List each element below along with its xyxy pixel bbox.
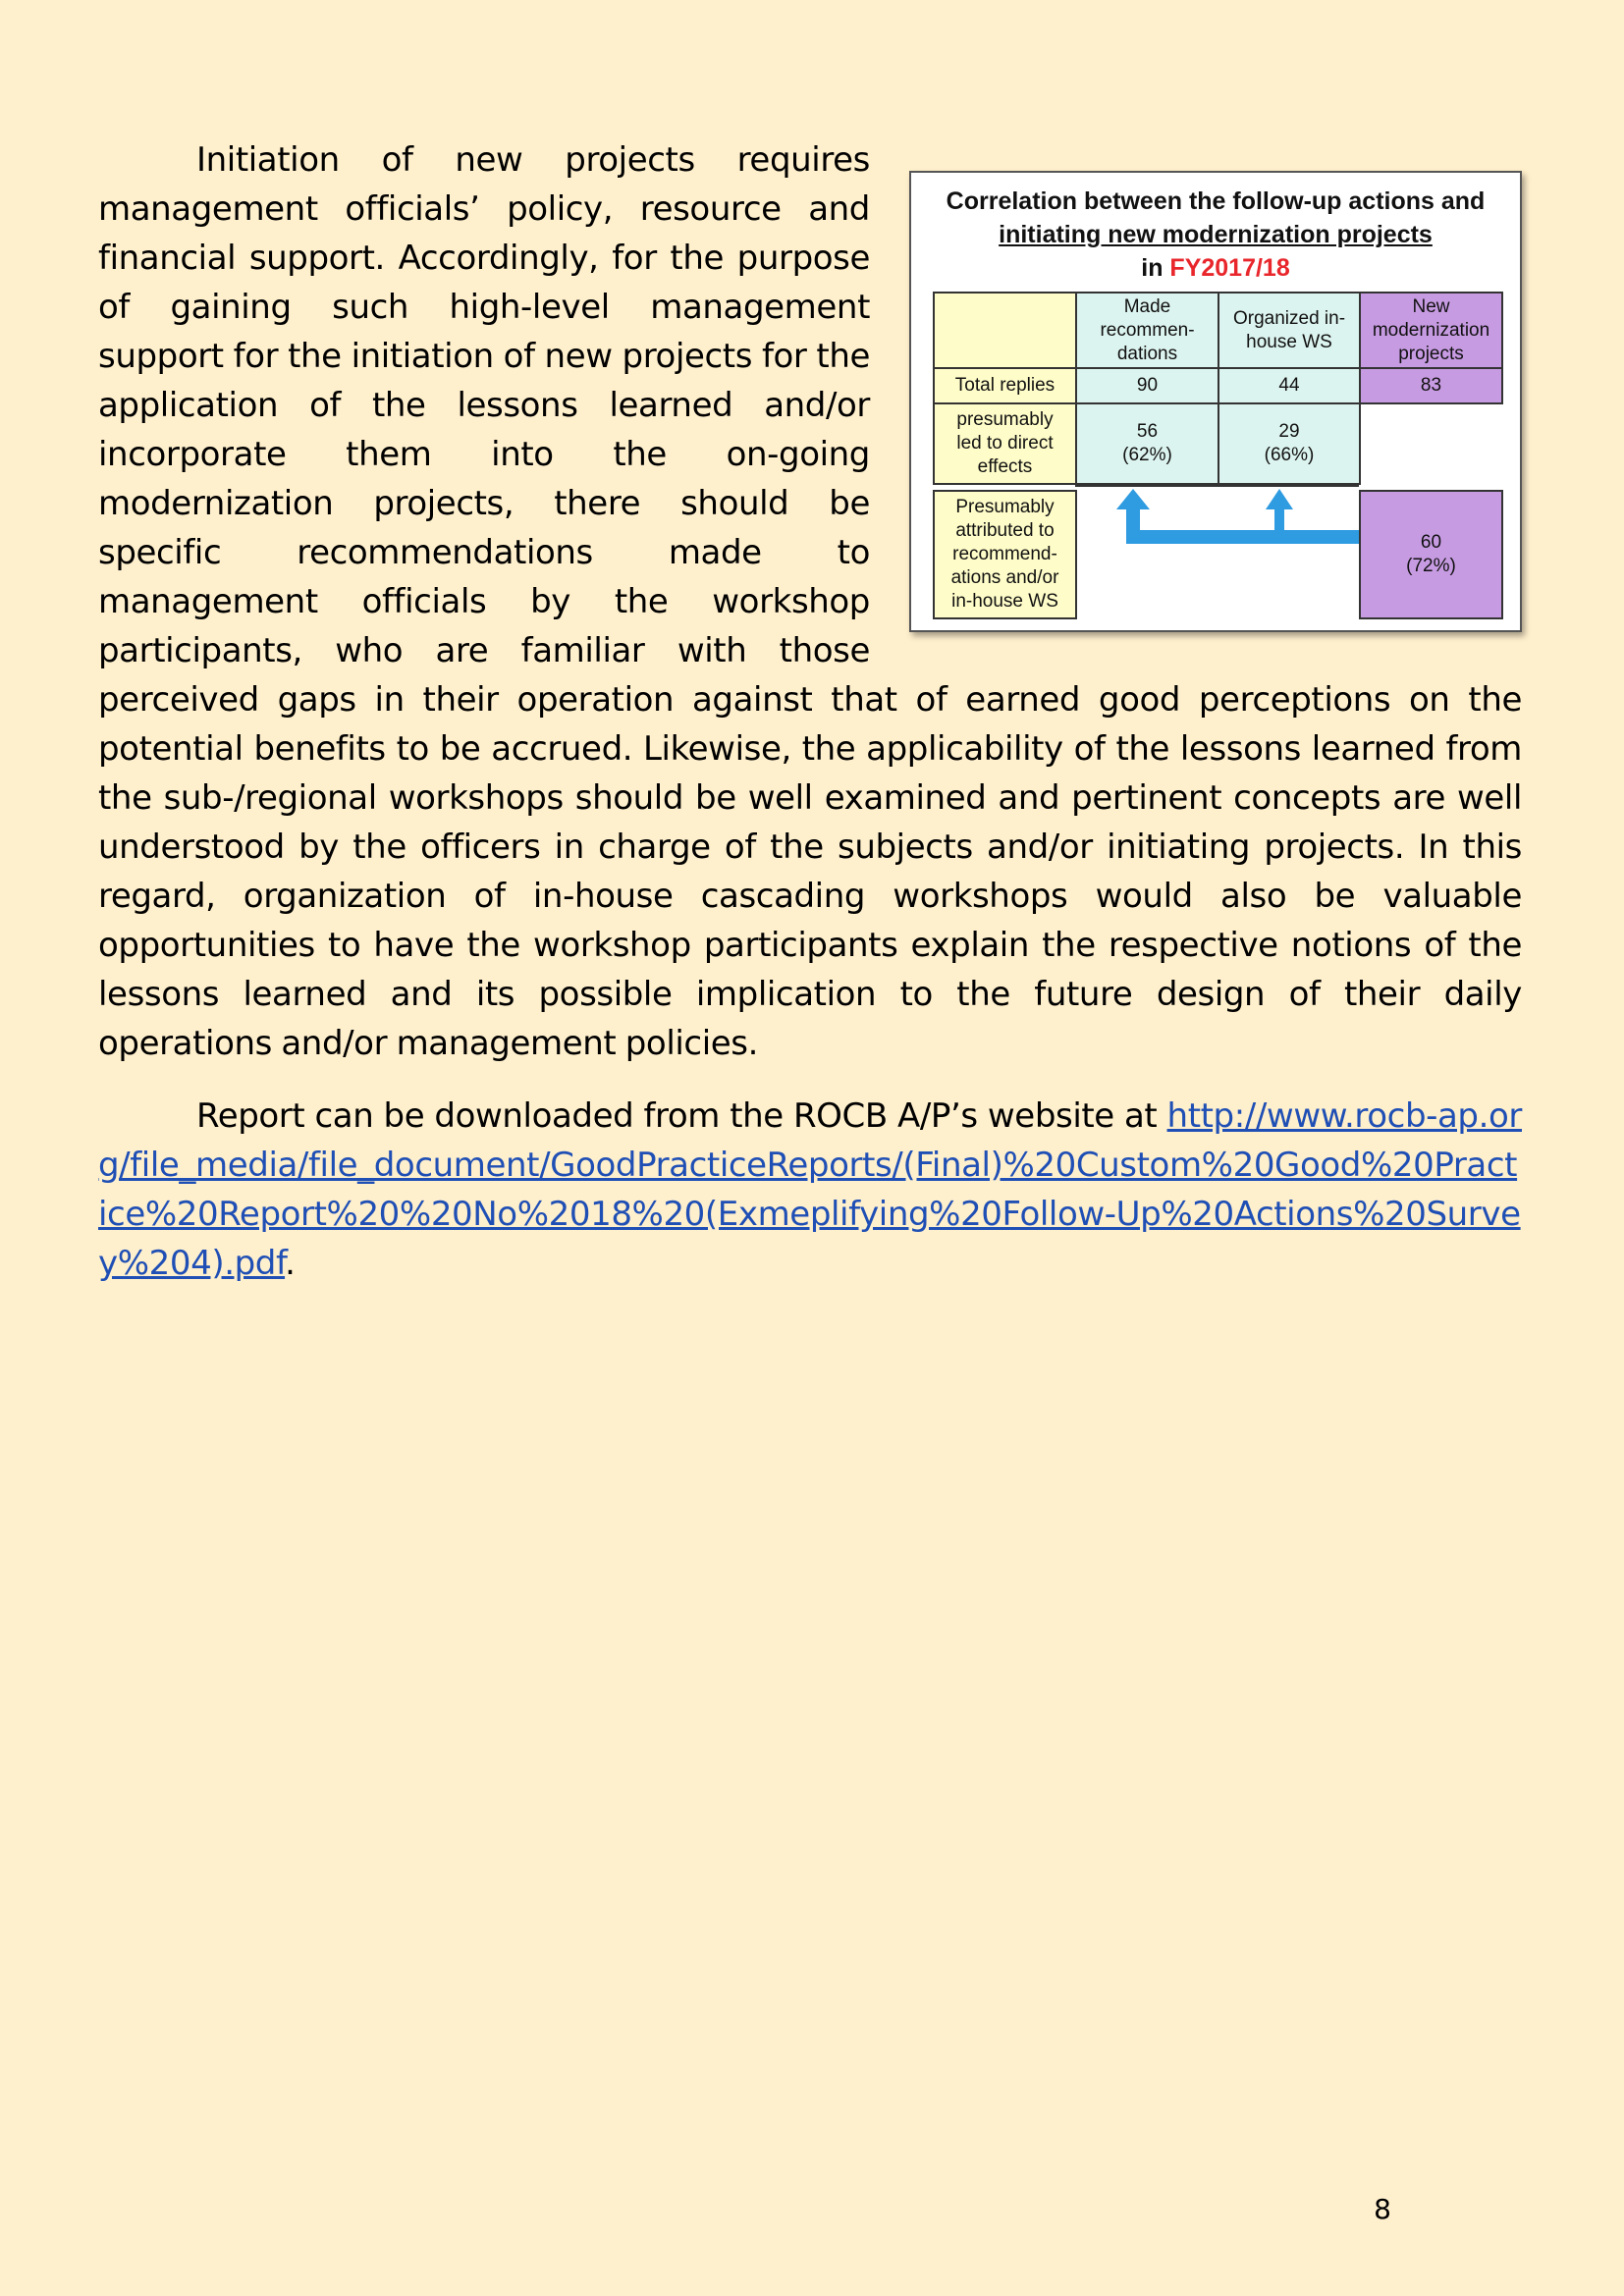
cell-direct-effects-organized-in-house-ws: 29 (66%) bbox=[1218, 402, 1361, 485]
paragraph-1-text: Initiation of new projects requires management officials’ policy, resource and financial support. Accordingly, for the purpose of gaining such high-level management support for the initiation of new projects for the application of the lessons learned and/or incorporate them into the on-going modernization projects, there should be specific recommendations made to management officials by the workshop participants, who are familiar with those perceived gaps in their operation against that of earned good perceptions on the potential benefits to be accrued. Likewise, the applicability of the lessons learned from the sub-/regional workshops should be well examined and pertinent concepts are well understood by the officers in charge of the subjects and/or initiating projects. In this regard, organization of in-house cascading workshops would also be valuable opportunities to have the workshop participants explain the respective notions of the lessons learned and its possible implication to the future design of their daily operations and/or management policies. bbox=[98, 140, 1522, 1063]
page-content bbox=[98, 135, 1522, 1288]
figure-title-line-3-prefix: in bbox=[1141, 254, 1170, 282]
paragraph-2 bbox=[98, 1092, 1522, 1288]
report-download-link[interactable]: http://www.rocb-ap.org/file_media/file_document/GoodPracticeReports/(Final)%20Custom%20Good%20Practice%20Report%20%20No%2018%20(Exmeplifying%20Follow-Up%20Actions%20Survey%204).pdf bbox=[98, 1096, 1522, 1283]
figure-title-line-2: initiating new modernization projects bbox=[999, 221, 1433, 248]
cell-total-replies-made-recommendations: 90 bbox=[1075, 367, 1219, 404]
row-label-attributed: Presumably attributed to recommend- ations and/or in-house WS bbox=[933, 490, 1077, 619]
row-label-total-replies: Total replies bbox=[933, 367, 1077, 404]
column-header-organized-in-house-ws: Organized in- house WS bbox=[1218, 292, 1361, 369]
paragraph-1 bbox=[98, 135, 1522, 1068]
figure-title-line-1: Correlation between the follow-up actions and bbox=[946, 187, 1486, 215]
figure-title-fiscal-year: FY2017/18 bbox=[1169, 254, 1290, 282]
page-number: 8 bbox=[1374, 2193, 1391, 2225]
paragraph-2-text: Report can be downloaded from the ROCB A/P’s website at bbox=[196, 1096, 1167, 1136]
column-header-made-recommendations: Made recommen- dations bbox=[1075, 292, 1219, 369]
cell-total-replies-new-projects: 83 bbox=[1359, 367, 1503, 404]
cell-total-replies-organized-in-house-ws: 44 bbox=[1218, 367, 1361, 404]
column-header-new-modernization-projects: New modernization projects bbox=[1359, 292, 1503, 369]
arrow-connector bbox=[911, 173, 1524, 634]
row-label-direct-effects: presumably led to direct effects bbox=[933, 402, 1077, 485]
cell-direct-effects-made-recommendations: 56 (62%) bbox=[1075, 402, 1219, 485]
paragraph-2-end: . bbox=[285, 1244, 296, 1283]
correlation-figure bbox=[909, 171, 1522, 632]
cell-attributed-new-projects: 60 (72%) bbox=[1359, 490, 1503, 619]
